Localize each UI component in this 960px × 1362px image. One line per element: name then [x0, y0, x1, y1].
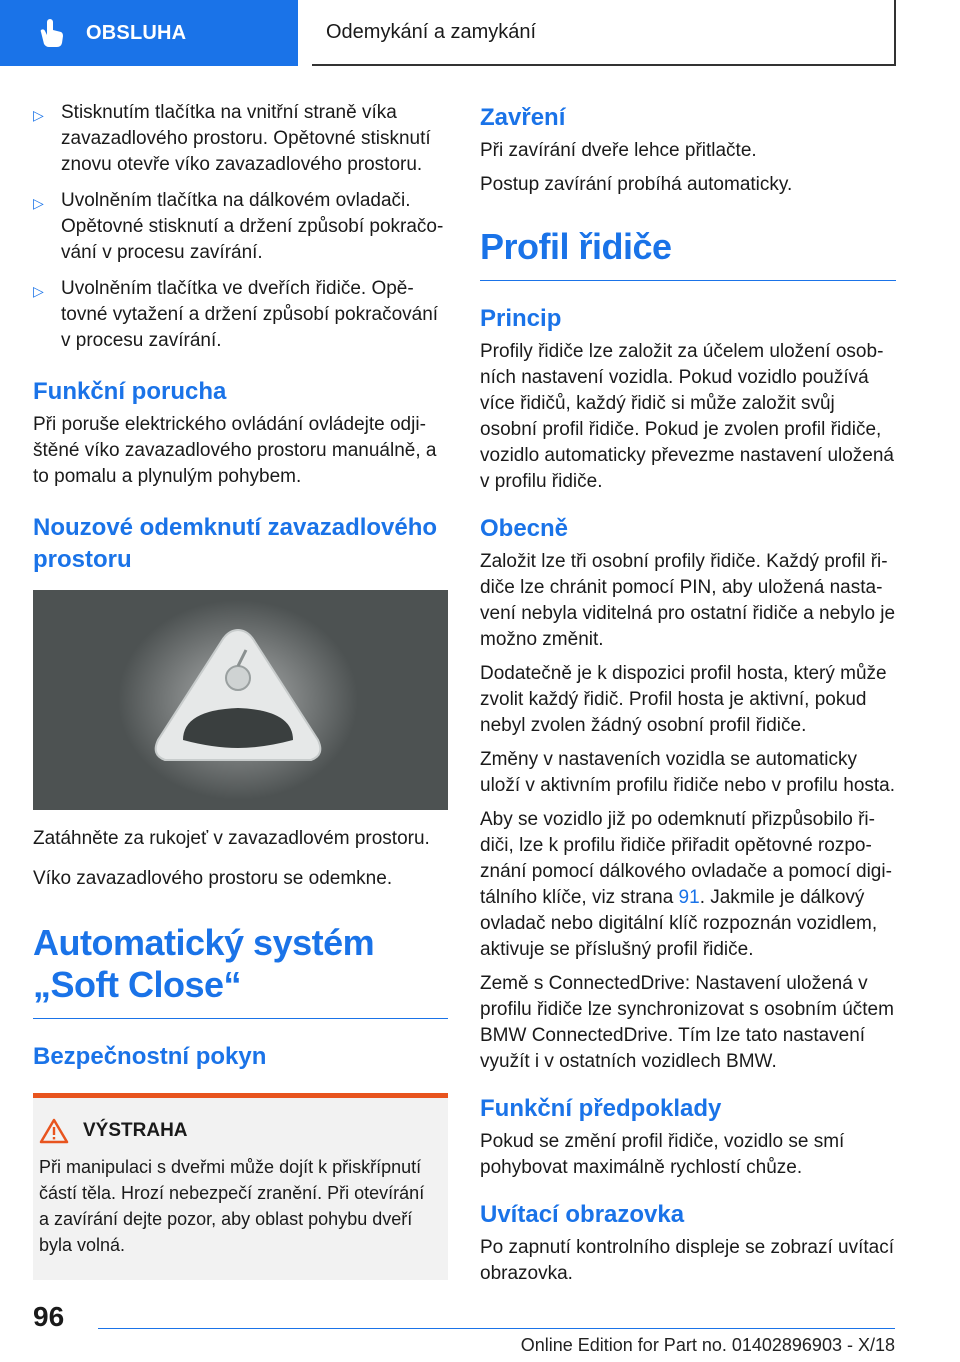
right-column: [480, 100, 896, 1295]
triangle-bullet-icon: ▷: [33, 195, 44, 211]
unlock-text: Víko zavazadlového prostoru se odemkne.: [33, 868, 393, 889]
softclose-heading: Automatický systém „Soft Close“: [33, 922, 448, 1019]
warning-triangle-icon: [39, 1118, 69, 1144]
triangle-bullet-icon: ▷: [33, 107, 44, 123]
warning-box: [33, 1093, 448, 1280]
prereq-text: Pokud se změní profil řidiče, vozidlo se smí pohybovat maximálně rychlostí chůze.: [480, 1131, 845, 1178]
principle-text: Profily řidiče lze založit za účelem uložení osobních nastavení vozidla. Pokud vozidlo používá více řidičů, každý řidič si může založit svůj osobní profil řidiče. Pokud je zvolen profil řidiče, vozidlo automaticky převezme nastavení uložená v profilu řidiče.: [480, 341, 895, 492]
list-item: ▷ Uvolněním tlačítka ve dveřích řidiče. Opětovné vytažení a držení způsobí pokračování v procesu zavírání.: [33, 276, 448, 354]
general-text-2: Dodatečně je k dispozici profil hosta, který může zvolit každý řidič. Profil hosta je aktivní, pokud nebyl zvolen žádný osobní profil řidiče.: [480, 663, 887, 736]
list-item: ▷ Stisknutím tlačítka na vnitřní straně víka zavazadlového prostoru. Opětovné stisknutí znovu otevře víko zavazadlového prostoru.: [33, 100, 448, 178]
principle-heading: Princip: [480, 305, 562, 332]
welcome-text: Po zapnutí kontrolního displeje se zobrazí uvítací obrazovka.: [480, 1237, 895, 1284]
warning-text: Při manipulaci s dveřmi může dojít k přiskřípnutí částí těla. Hrozí nebezpečí zranění. Při otevírání a zavírání dejte pozor, aby oblast pohybu dveří byla volná.: [39, 1157, 425, 1255]
general-text-5: Země s ConnectedDrive: Nastavení uložená v profilu řidiče lze synchronizovat s osobním účtem BMW ConnectedDrive. Tím lze tato nastavení využít i v ostatních vozidlech BMW.: [480, 973, 894, 1072]
driver-profile-heading: Profil řidiče: [480, 226, 896, 281]
footer-edition: Online Edition for Part no. 01402896903 - X/18: [98, 1328, 895, 1356]
hand-pointer-icon: [34, 16, 68, 50]
page-link[interactable]: 91: [678, 887, 700, 908]
welcome-heading: Uvítací obrazovka: [480, 1201, 685, 1228]
emergency-heading: Nouzové odemknutí zavazadlového prostoru: [33, 514, 438, 573]
left-column: [33, 100, 448, 1280]
closing-text-2: Postup zavírání probíhá automaticky.: [480, 174, 793, 195]
list-item: ▷ Uvolněním tlačítka na dálkovém ovladači. Opětovné stisknutí a držení způsobí pokračování v procesu zavírání.: [33, 188, 448, 266]
malfunction-text: Při poruše elektrického ovládání ovládejte odjištěné víko zavazadlového prostoru manuálně, a to pomalu a plynulým pohybem.: [33, 414, 437, 487]
chapter-title: Odemykání a zamykání: [312, 0, 896, 66]
section-label: OBSLUHA: [86, 21, 187, 44]
pull-text: Zatáhněte za rukojeť v zavazadlovém prostoru.: [33, 828, 430, 849]
trunk-handle-photo: [33, 590, 448, 810]
general-heading: Obecně: [480, 515, 569, 542]
prereq-heading: Funkční předpoklady: [480, 1095, 722, 1122]
warning-title: VÝSTRAHA: [83, 1120, 188, 1141]
malfunction-heading: Funkční porucha: [33, 378, 227, 405]
closing-text-1: Při zavírání dveře lehce přitlačte.: [480, 140, 757, 161]
safety-heading: Bezpečnostní pokyn: [33, 1043, 267, 1070]
general-text-1: Založit lze tři osobní profily řidiče. Každý profil řidiče lze chránit pomocí PIN, aby uložená nastavení nebyla viditelná pro ostatní řidiče a nebylo je možno změnit.: [480, 551, 896, 650]
general-text-4: Aby se vozidlo již po odemknutí přizpůsobilo řidiči, lze k profilu řidiče přiřadit opětovné rozpoznání pomocí dálkového ovladače a pomocí digitálního klíče, viz strana 91. Jakmile je dálkový ovladač nebo digitální klíč rozpoznán vozidlem, aktivuje se příslušný profil řidiče.: [480, 809, 892, 960]
page-number: 96: [33, 1301, 65, 1332]
general-text-3: Změny v nastaveních vozidla se automaticky uloží v aktivním profilu řidiče nebo v profilu hosta.: [480, 749, 896, 796]
triangle-bullet-icon: ▷: [33, 283, 44, 299]
closing-heading: Zavření: [480, 104, 566, 131]
section-tab: [0, 0, 298, 66]
